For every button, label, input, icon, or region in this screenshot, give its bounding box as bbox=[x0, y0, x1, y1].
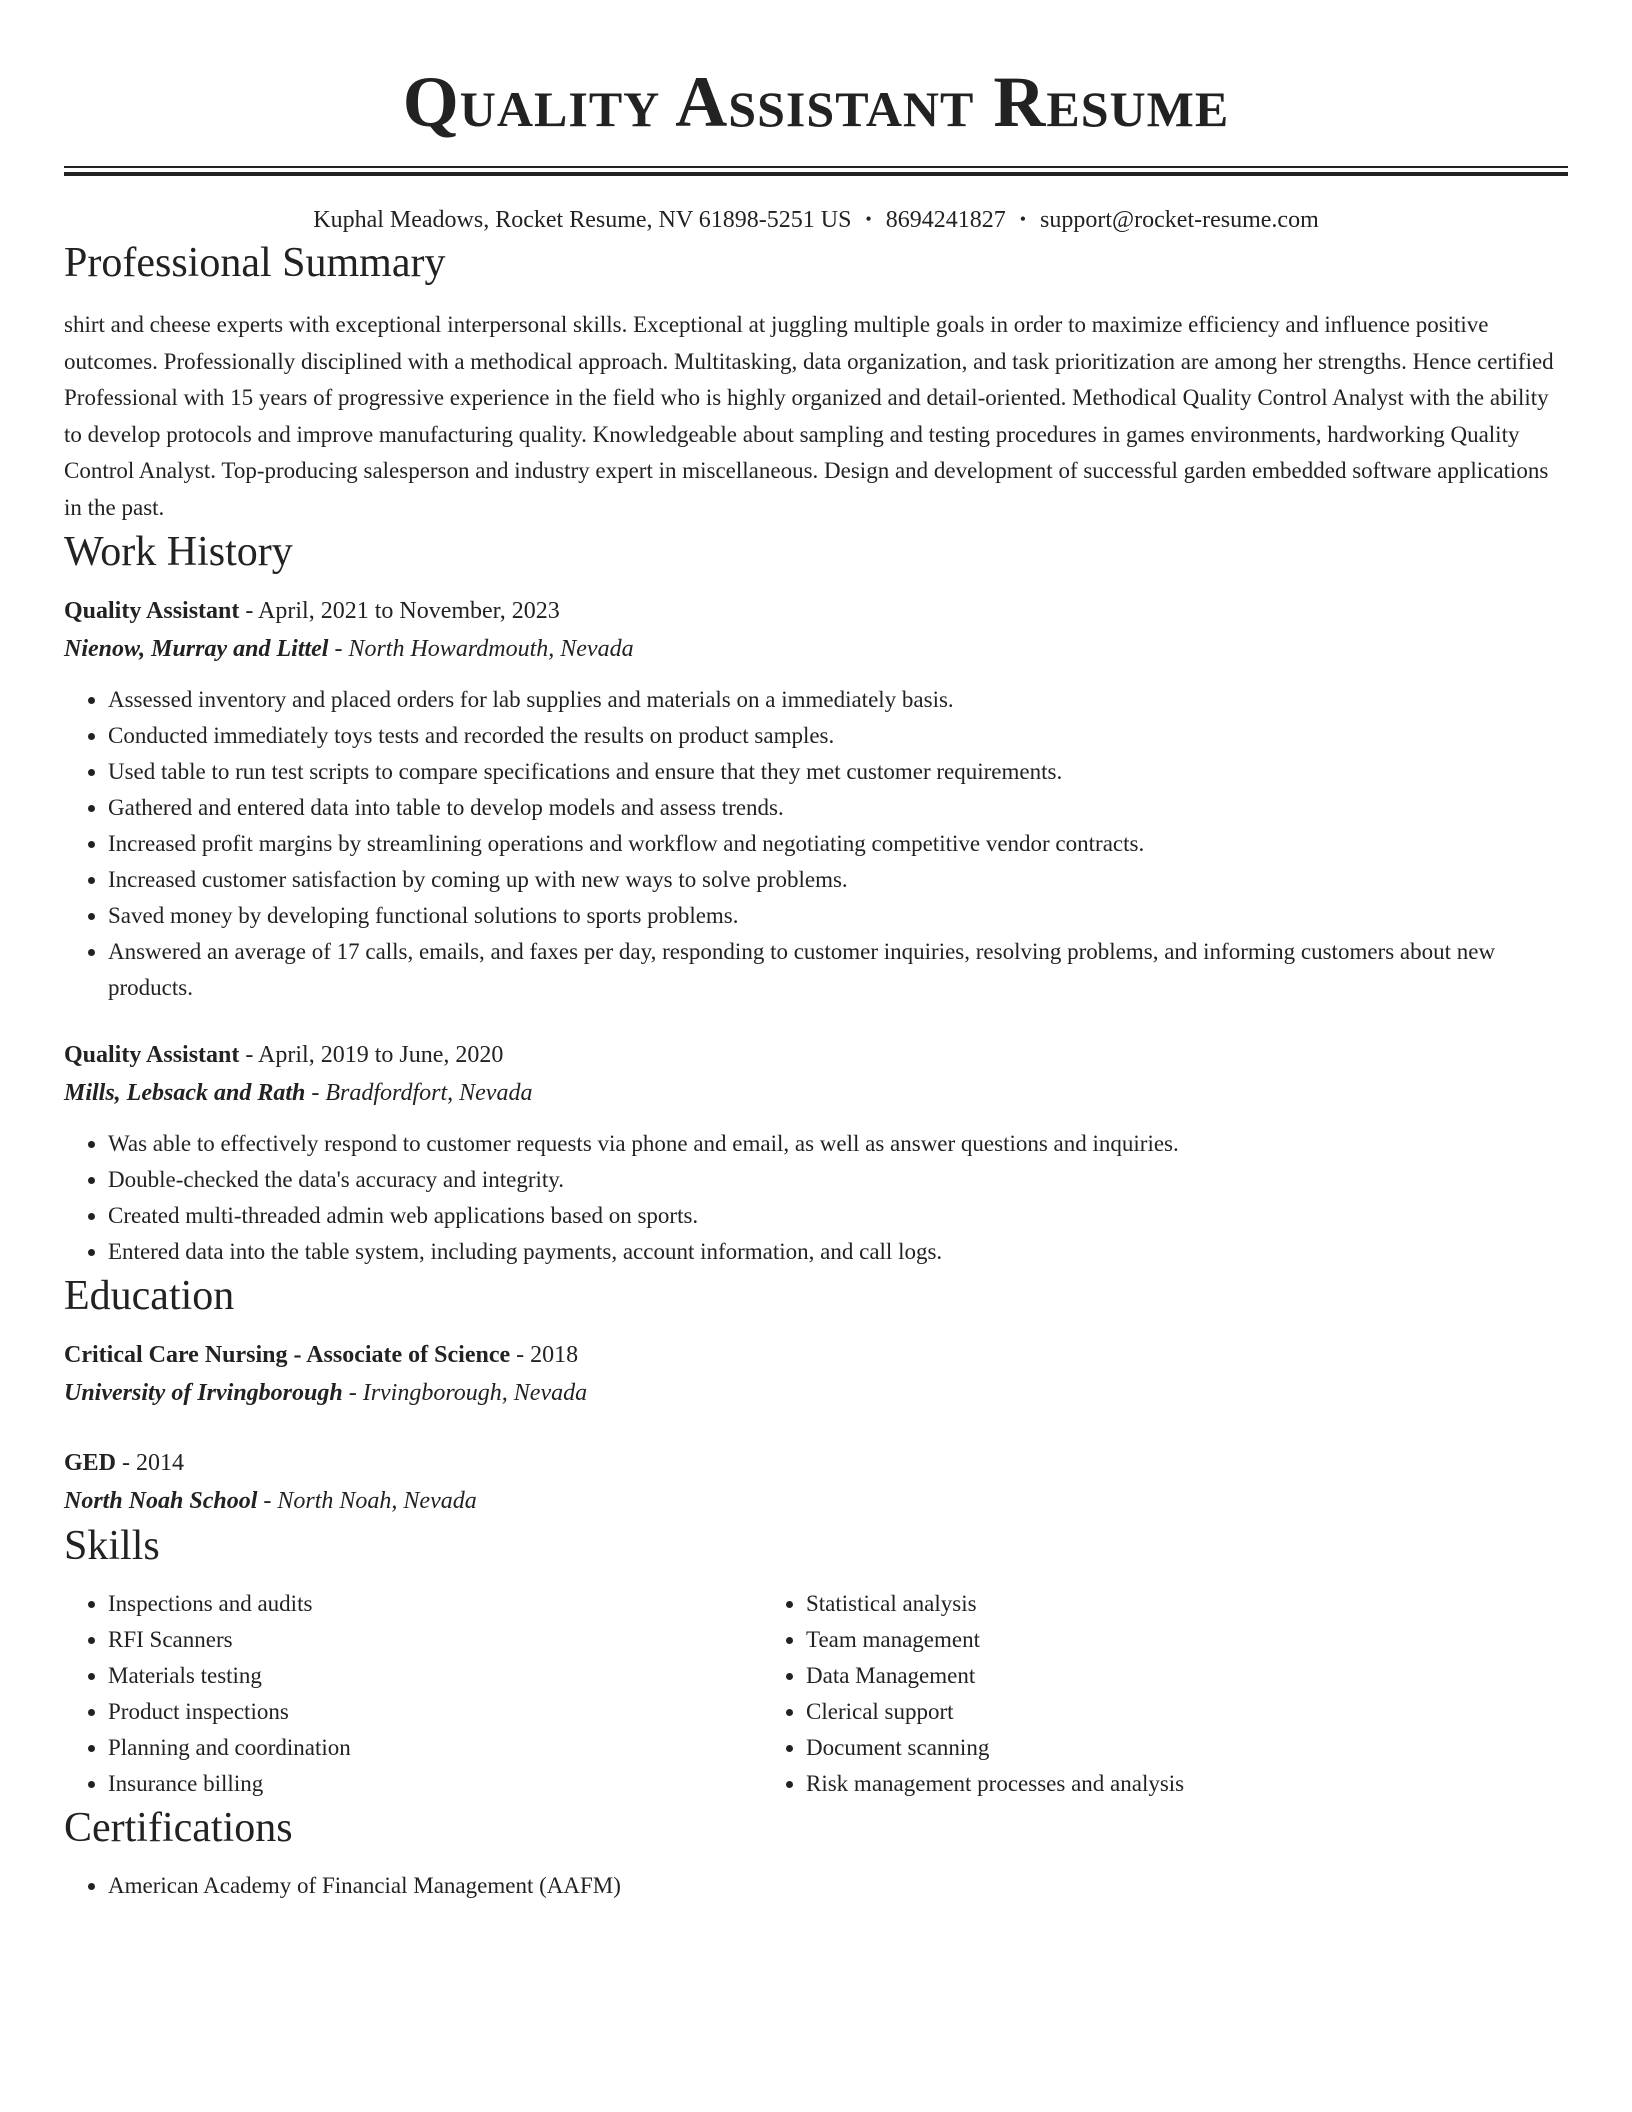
section-heading-work-history: Work History bbox=[64, 529, 293, 575]
title-divider bbox=[64, 166, 1568, 176]
job-company-line bbox=[64, 630, 1568, 668]
education-year: - 2018 bbox=[510, 1342, 579, 1368]
education-school-line bbox=[64, 1374, 1568, 1412]
education-degree: GED bbox=[64, 1450, 117, 1476]
skill-item: • Document scanning bbox=[806, 1730, 1502, 1766]
job-company: Mills, Lebsack and Rath bbox=[64, 1080, 306, 1106]
skill-item: • Materials testing bbox=[108, 1658, 762, 1694]
certifications-list bbox=[64, 1868, 1568, 1904]
job-dates: - April, 2019 to June, 2020 bbox=[239, 1042, 504, 1068]
education-degree-line bbox=[64, 1336, 1568, 1374]
summary-text: shirt and cheese experts with exceptional interpersonal skills. Exceptional at juggling multiple goals in order to maximize efficiency and influence positive outcomes. Professionally disciplined with a methodical approach. Multitasking, data organization, and task prioritization are among her strengths. Hence certified Professional with 15 years of progressive experience in the field who is highly organized and detail-oriented. Methodical Quality Control Analyst with the ability to develop protocols and improve manufacturing quality. Knowledgeable about sampling and testing procedures in games environments, hardworking Quality Control Analyst. Top-producing salesperson and industry expert in miscellaneous. Design and development of successful garden embedded software applications in the past. bbox=[64, 312, 1554, 520]
list-item: • Saved money by developing functional solutions to sports problems. bbox=[108, 898, 1568, 934]
education-degree: Critical Care Nursing - Associate of Science bbox=[64, 1342, 511, 1368]
section-heading-certifications: Certifications bbox=[64, 1805, 293, 1851]
list-item: • Was able to effectively respond to customer requests via phone and email, as well as answer questions and inquiries. bbox=[108, 1126, 1568, 1162]
skill-item: • Insurance billing bbox=[108, 1766, 762, 1802]
education-location: - Irvingborough, Nevada bbox=[342, 1380, 588, 1406]
job-title: Quality Assistant bbox=[64, 1042, 240, 1068]
education-entry bbox=[64, 1444, 1568, 1520]
contact-separator: • bbox=[1019, 209, 1027, 229]
list-item: • Increased customer satisfaction by coming up with new ways to solve problems. bbox=[108, 862, 1568, 898]
contact-line bbox=[64, 202, 1568, 237]
skill-item: • Product inspections bbox=[108, 1694, 762, 1730]
job-entry bbox=[64, 1036, 1568, 1270]
section-heading-summary: Professional Summary bbox=[64, 240, 446, 286]
list-item: • Assessed inventory and placed orders for lab supplies and materials on a immediately basis. bbox=[108, 682, 1568, 718]
job-entry bbox=[64, 592, 1568, 1006]
education-year: - 2014 bbox=[116, 1450, 185, 1476]
skill-item: • Planning and coordination bbox=[108, 1730, 762, 1766]
skill-item: • RFI Scanners bbox=[108, 1622, 762, 1658]
job-location: - Bradfordfort, Nevada bbox=[305, 1080, 533, 1106]
certification-item: • American Academy of Financial Management (AAFM) bbox=[108, 1868, 1568, 1904]
resume-title: Quality Assistant Resume bbox=[402, 62, 1230, 142]
education-school: University of Irvingborough bbox=[64, 1380, 343, 1406]
education-entry bbox=[64, 1336, 1568, 1412]
job-title-line bbox=[64, 592, 1568, 630]
list-item: • Created multi-threaded admin web applications based on sports. bbox=[108, 1198, 1568, 1234]
contact-phone: 8694241827 bbox=[885, 207, 1006, 233]
education-location: - North Noah, Nevada bbox=[257, 1488, 477, 1514]
skill-item: • Inspections and audits bbox=[108, 1586, 762, 1622]
job-company-line bbox=[64, 1074, 1568, 1112]
list-item: • Conducted immediately toys tests and recorded the results on product samples. bbox=[108, 718, 1568, 754]
job-company: Nienow, Murray and Littel bbox=[64, 636, 329, 662]
job-bullets bbox=[64, 1126, 1568, 1270]
skill-item: • Clerical support bbox=[806, 1694, 1502, 1730]
list-item: • Answered an average of 17 calls, emails, and faxes per day, responding to customer inquiries, resolving problems, and informing customers about new products. bbox=[108, 934, 1568, 1006]
education-school: North Noah School bbox=[64, 1488, 258, 1514]
skill-item: • Statistical analysis bbox=[806, 1586, 1502, 1622]
education-school-line bbox=[64, 1482, 1568, 1520]
skill-item: • Team management bbox=[806, 1622, 1502, 1658]
contact-email: support@rocket-resume.com bbox=[1040, 207, 1319, 233]
skills-list-left bbox=[64, 1586, 762, 1802]
skill-item: • Risk management processes and analysis bbox=[806, 1766, 1502, 1802]
list-item: • Gathered and entered data into table to develop models and assess trends. bbox=[108, 790, 1568, 826]
contact-address: Kuphal Meadows, Rocket Resume, NV 61898-5251 US bbox=[313, 207, 852, 233]
skill-item: • Data Management bbox=[806, 1658, 1502, 1694]
list-item: • Increased profit margins by streamlining operations and workflow and negotiating competitive vendor contracts. bbox=[108, 826, 1568, 862]
list-item: • Used table to run test scripts to compare specifications and ensure that they met customer requirements. bbox=[108, 754, 1568, 790]
job-title-line bbox=[64, 1036, 1568, 1074]
contact-separator: • bbox=[865, 209, 872, 229]
job-bullets bbox=[64, 682, 1568, 1006]
skills-columns bbox=[64, 1586, 1568, 1802]
skills-list-right bbox=[762, 1586, 1502, 1802]
job-dates: - April, 2021 to November, 2023 bbox=[239, 598, 560, 624]
education-degree-line bbox=[64, 1444, 1568, 1482]
job-title: Quality Assistant bbox=[64, 598, 240, 624]
list-item: • Double-checked the data's accuracy and integrity. bbox=[108, 1162, 1568, 1198]
section-heading-education: Education bbox=[64, 1273, 235, 1319]
section-heading-skills: Skills bbox=[64, 1523, 160, 1569]
list-item: • Entered data into the table system, including payments, account information, and call logs. bbox=[108, 1234, 1568, 1270]
job-location: - North Howardmouth, Nevada bbox=[328, 636, 634, 662]
